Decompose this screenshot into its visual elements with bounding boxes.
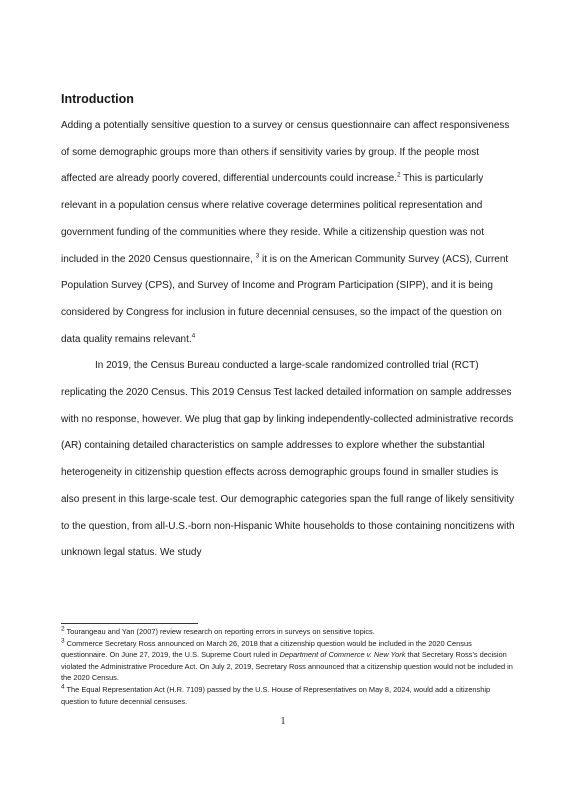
footnote-2-number: 2 xyxy=(61,625,65,633)
footnote-separator xyxy=(61,623,198,624)
footnote-2 xyxy=(61,626,516,638)
paragraph-1 xyxy=(61,113,516,353)
section-heading: Introduction xyxy=(61,92,134,106)
footnote-3-text-b: that Secretary Ross’s decision violated the Administrative Procedure Act. On July 2, 2019, Secretary Ross announced that a citizenship question would not be included in the 2020 Census. xyxy=(61,650,513,683)
footnote-3-text-a: Commerce Secretary Ross announced on March 26, 2018 that a citizenship question would be included in the 2020 Census questionnaire. On June 27, 2019, the U.S. Supreme Court ruled in xyxy=(61,638,472,660)
footnote-3-number: 3 xyxy=(61,637,65,645)
body-text xyxy=(61,113,516,567)
paragraph-1-text-b: This is particularly relevant in a population census where relative coverage determines political representation and government funding of the communities where they reside. While a citizenship question was not included in the 2020 Census questionnaire, xyxy=(61,173,485,265)
footnote-4-text: The Equal Representation Act (H.R. 7109) passed by the U.S. House of Representatives on May 8, 2024, would add a citizenship question to future decennial censuses. xyxy=(61,684,491,706)
paragraph-2: In 2019, the Census Bureau conducted a large-scale randomized controlled trial (RCT) replicating the 2020 Census. This 2019 Census Test lacked detailed information on sample addresses with no response, however. We plug that gap by linking independently-collected administrative records (AR) containing detailed characteristics on sample addresses to explore whether the substantial heterogeneity in citizenship question effects across demographic groups found in smaller studies is also present in this large-scale test. Our demographic categories span the full range of likely sensitivity to the question, from all-U.S.-born non-Hispanic White households to those containing noncitizens with unknown legal status. We study xyxy=(61,360,515,559)
page-number: 1 xyxy=(280,716,286,727)
footnote-2-text: Tourangeau and Yan (2007) review research on reporting errors in surveys on sensitive topics. xyxy=(64,627,375,636)
footnote-ref-2: 2 xyxy=(396,172,401,180)
footnotes xyxy=(61,626,516,707)
footnote-ref-3: 3 xyxy=(255,252,260,260)
paragraph-1-text-a: Adding a potentially sensitive question to a survey or census questionnaire can affect responsiveness of some demographic groups more than others if sensitivity varies by group. If the people most affected are already poorly covered, differential undercounts could increase. xyxy=(61,120,510,185)
paragraph-1-text-c: it is on the American Community Survey (ACS), Current Population Survey (CPS), and Survey of Income and Program Participation (SIPP), and it is being considered by Congress for inclusion in future decennial censuses, so the impact of the question on data quality remains relevant. xyxy=(61,253,509,345)
footnote-4-number: 4 xyxy=(61,683,65,691)
footnote-3 xyxy=(61,638,516,684)
footnote-4 xyxy=(61,684,516,707)
footnote-ref-4: 4 xyxy=(191,332,196,340)
footnote-3-case-name: Department of Commerce v. New York xyxy=(279,650,406,660)
